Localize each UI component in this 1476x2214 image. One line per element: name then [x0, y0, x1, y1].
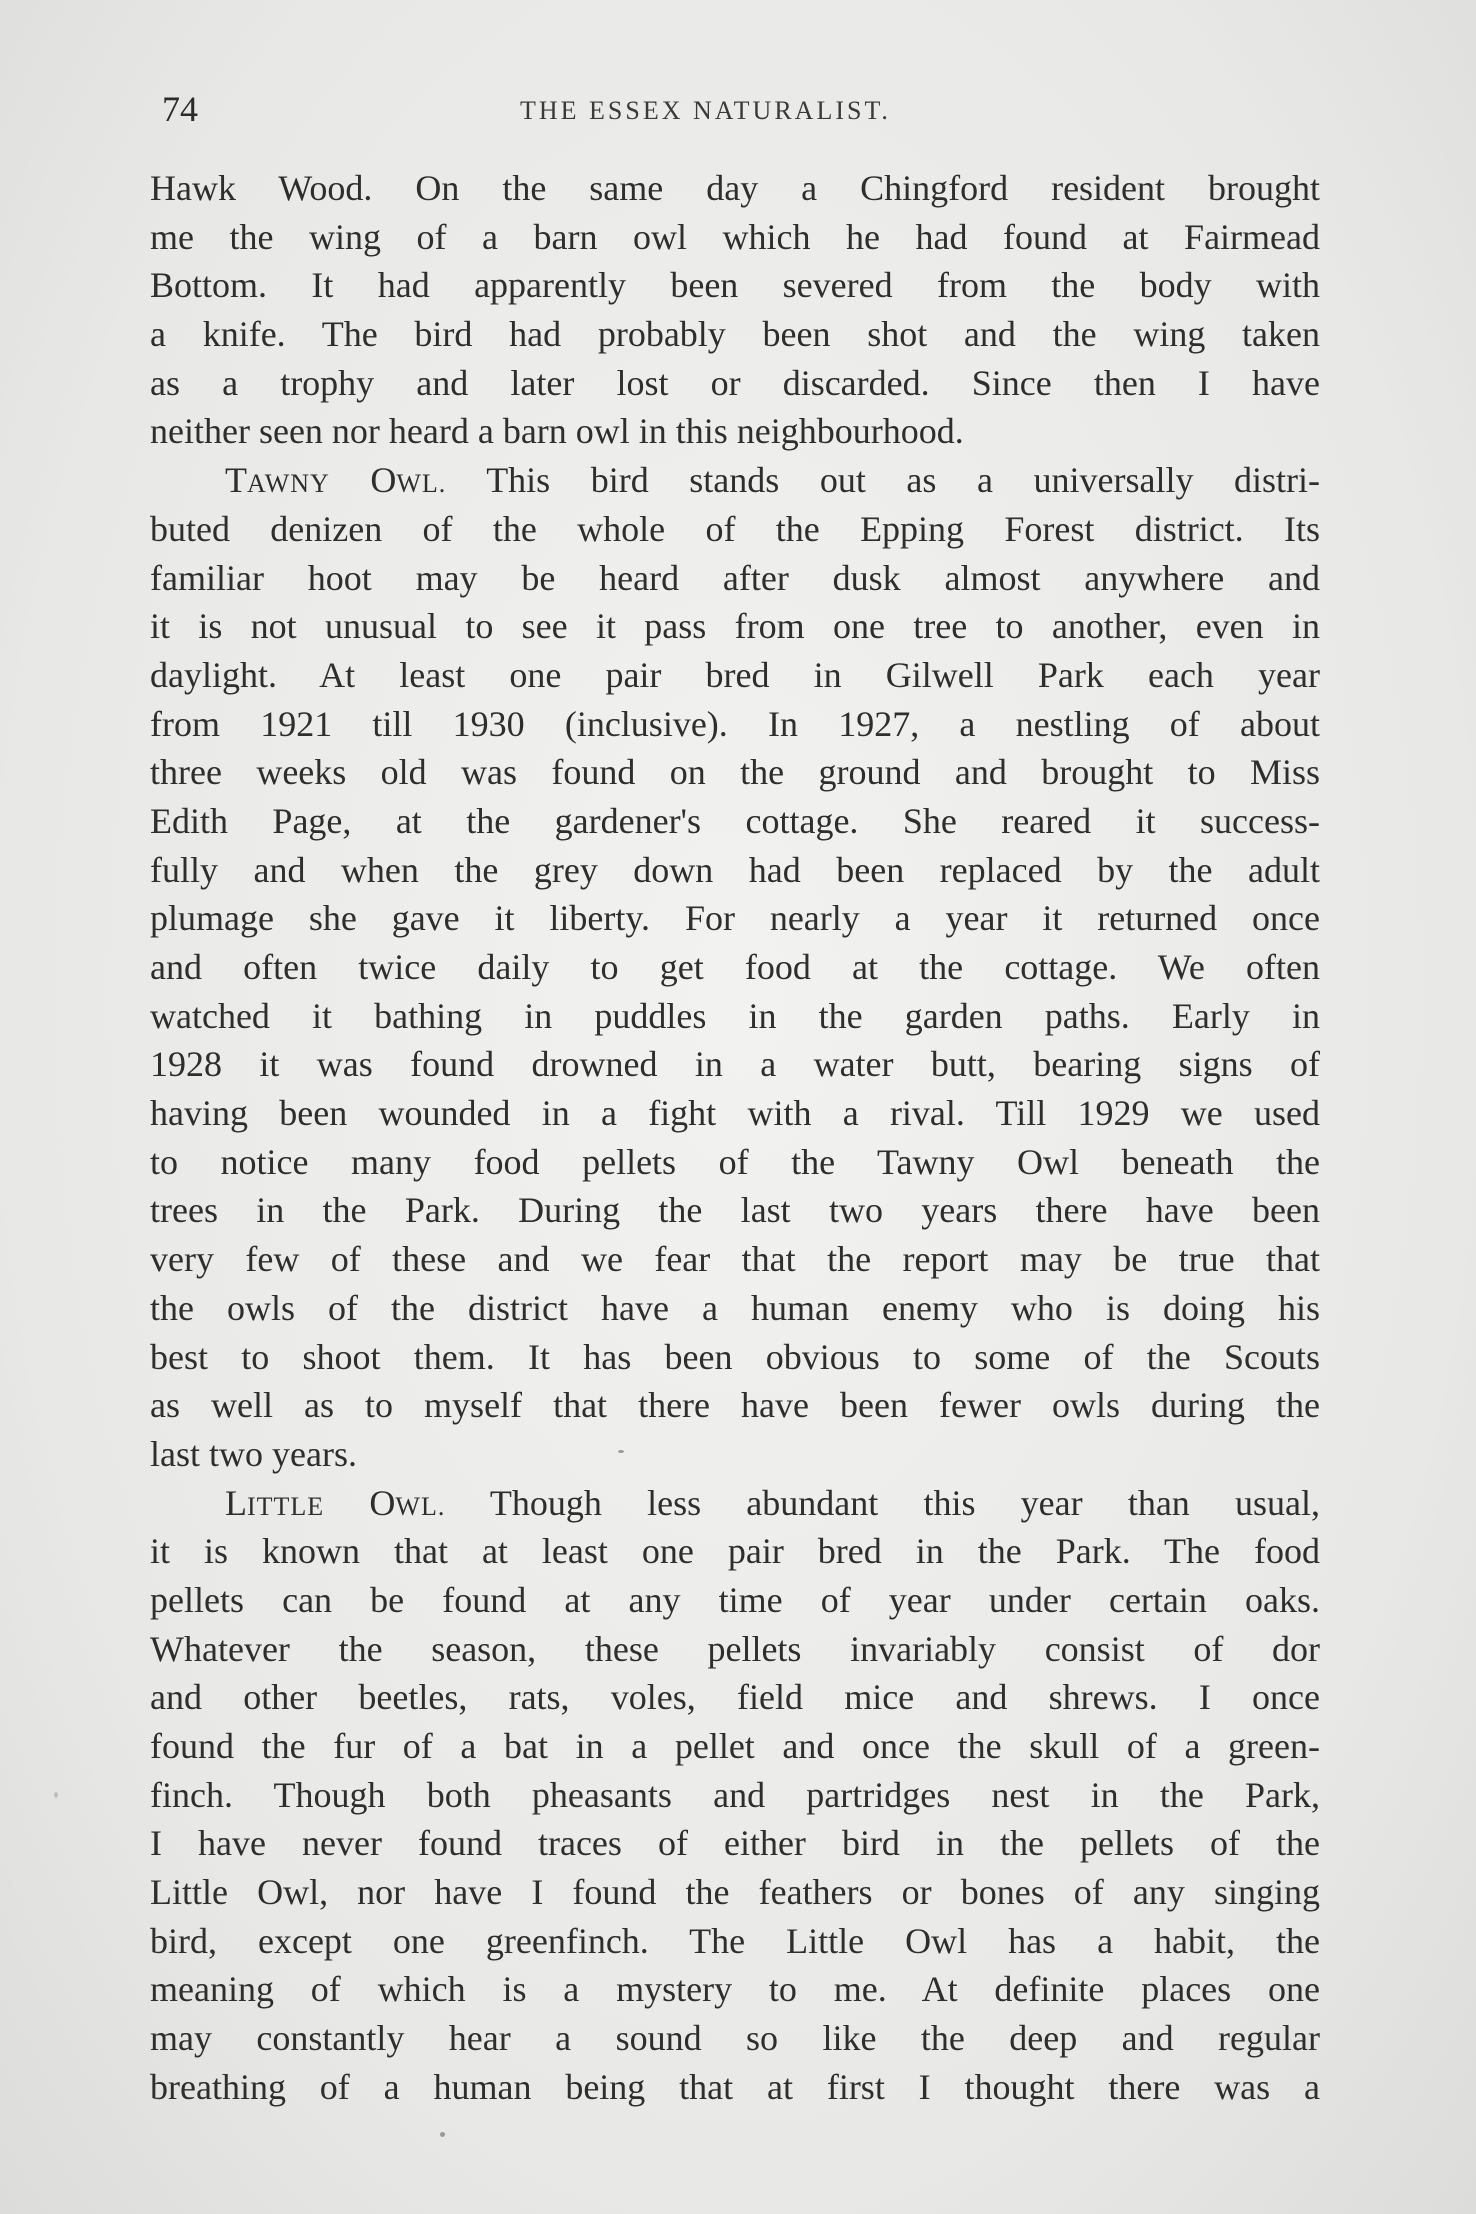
text-line: a knife. The bird had probably been shot and the wing taken — [150, 314, 1320, 355]
text-line: This bird stands out as a universally distri- — [486, 460, 1320, 501]
text-line: to notice many food pellets of the Tawny Owl beneath the — [150, 1141, 1320, 1182]
page-header — [160, 88, 1310, 138]
text-line: and often twice daily to get food at the cottage. We often — [150, 947, 1320, 987]
text-line: watched it bathing in puddles in the garden paths. Early in — [150, 995, 1320, 1036]
text-line: it is not unusual to see it pass from one tree to another, even in — [150, 606, 1320, 647]
text-line: buted denizen of the whole of the Epping Forest district. Its — [150, 508, 1320, 549]
paper-speck — [54, 1792, 58, 1798]
text-line: best to shoot them. It has been obvious to some of the Scouts — [150, 1336, 1320, 1377]
text-line: familiar hoot may be heard after dusk almost anywhere and — [150, 557, 1320, 598]
text-line: as a trophy and later lost or discarded. Since then I have — [150, 362, 1320, 403]
text-line: Whatever the season, these pellets invariably consist of dor — [150, 1628, 1320, 1669]
text-line: found the fur of a bat in a pellet and once the skull of a green- — [150, 1726, 1320, 1766]
text-line-little-owl-heading — [150, 1479, 1320, 1528]
paper-speck — [440, 2132, 445, 2137]
running-head: THE ESSEX NATURALIST. — [520, 96, 891, 125]
text-line: it is known that at least one pair bred in the Park. The food — [150, 1531, 1320, 1572]
text-line: fully and when the grey down had been replaced by the adult — [150, 849, 1320, 890]
text-line: breathing of a human being that at first I thought there was a — [150, 2066, 1320, 2107]
text-line: trees in the Park. During the last two years there have been — [150, 1190, 1320, 1231]
text-line: Little Owl, nor have I found the feathers or bones of any singing — [150, 1872, 1320, 1913]
section-heading-tawny-owl: TAWNY OWL. — [225, 460, 447, 501]
text-line: daylight. At least one pair bred in Gilwell Park each year — [150, 654, 1320, 695]
text-line: may constantly hear a sound so like the deep and regular — [150, 2018, 1320, 2059]
text-line: pellets can be found at any time of year under certain oaks. — [150, 1579, 1320, 1620]
text-line: very few of these and we fear that the report may be true that — [150, 1239, 1320, 1280]
body-text — [150, 164, 1320, 2112]
text-line: having been wounded in a fight with a rival. Till 1929 we used — [150, 1093, 1320, 1134]
text-line-tawny-owl-heading — [150, 456, 1320, 505]
text-line: neither seen nor heard a barn owl in this neighbourhood. — [150, 411, 964, 452]
text-line: me the wing of a barn owl which he had found at Fairmead — [150, 216, 1320, 257]
text-line: and other beetles, rats, voles, field mice and shrews. I once — [150, 1677, 1320, 1718]
section-heading-little-owl: LITTLE OWL. — [225, 1482, 446, 1523]
text-line: I have never found traces of either bird in the pellets of the — [150, 1823, 1320, 1864]
text-line: as well as to myself that there have been fewer owls during the — [150, 1385, 1320, 1426]
paper-speck — [618, 1450, 624, 1453]
text-line: Edith Page, at the gardener's cottage. She reared it success- — [150, 800, 1320, 841]
text-line: bird, except one greenfinch. The Little Owl has a habit, the — [150, 1920, 1320, 1961]
text-line: meaning of which is a mystery to me. At definite places one — [150, 1969, 1320, 2010]
text-line: last two years. — [150, 1433, 357, 1474]
text-line: finch. Though both pheasants and partridges nest in the Park, — [150, 1774, 1320, 1815]
text-line: plumage she gave it liberty. For nearly a year it returned once — [150, 898, 1320, 939]
text-line: Hawk Wood. On the same day a Chingford resident brought — [150, 168, 1320, 208]
text-line: from 1921 till 1930 (inclusive). In 1927, a nestling of about — [150, 703, 1320, 744]
text-line: 1928 it was found drowned in a water butt, bearing signs of — [150, 1044, 1320, 1085]
text-line: the owls of the district have a human enemy who is doing his — [150, 1287, 1320, 1328]
page-number: 74 — [162, 89, 198, 129]
text-line: Though less abundant this year than usual, — [489, 1482, 1320, 1523]
text-line: three weeks old was found on the ground and brought to Miss — [150, 752, 1320, 793]
text-line: Bottom. It had apparently been severed from the body with — [150, 265, 1320, 306]
